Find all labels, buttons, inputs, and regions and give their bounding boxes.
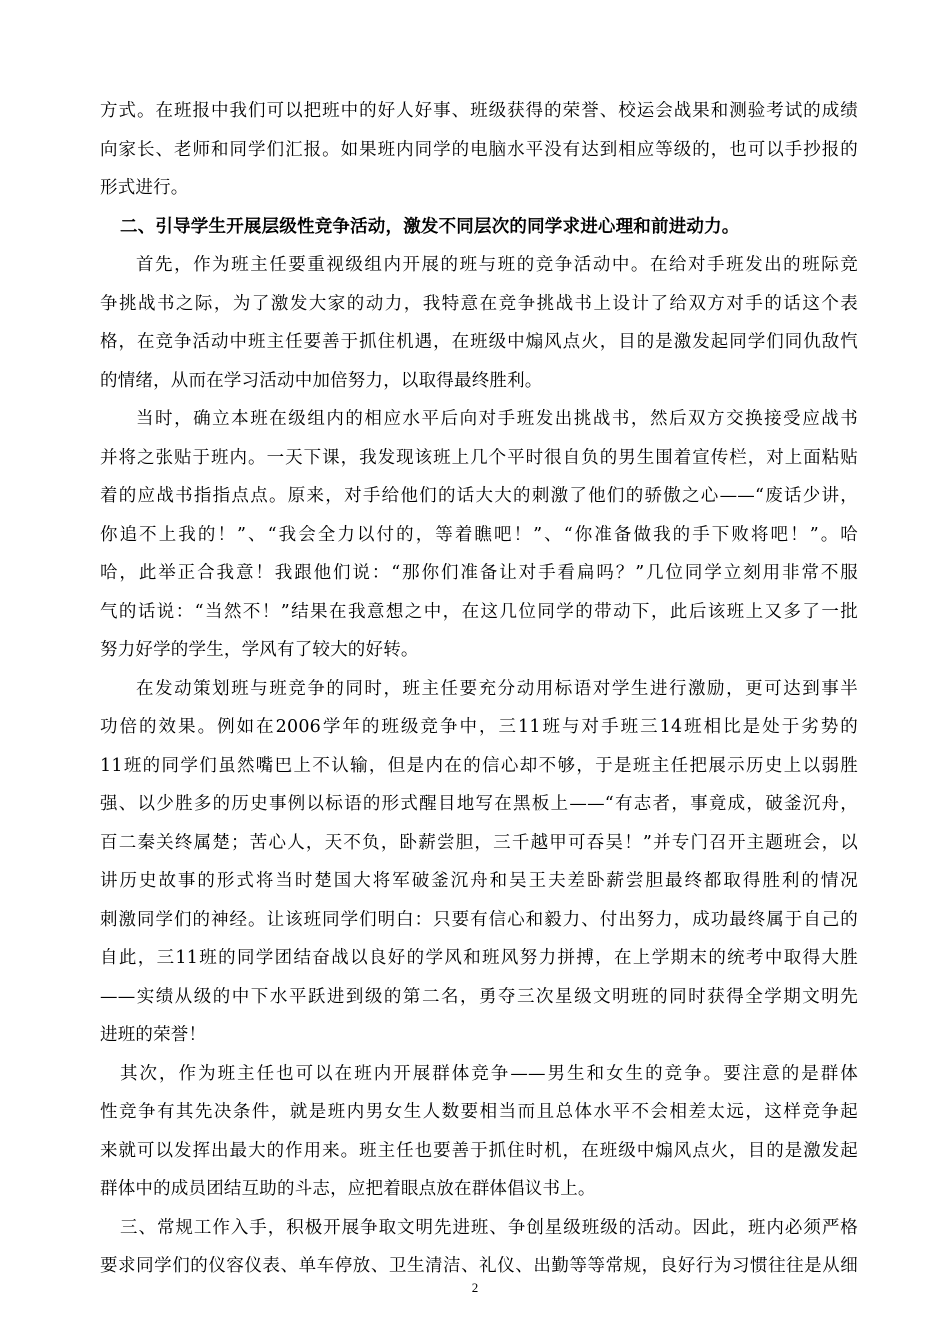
text-line: 讲历史故事的形式将当时楚国大将军破釜沉舟和吴王夫差卧薪尝胆最终都取得胜利的情况 bbox=[100, 871, 858, 891]
text-line: 刺激同学们的神经。让该班同学们明白：只要有信心和毅力、付出努力，成功最终属于自己的 bbox=[100, 909, 858, 930]
text-line: 强、以少胜多的历史事例以标语的形式醒目地写在黑板上——“有志者，事竟成，破釜沉舟， bbox=[100, 794, 858, 814]
text-line: 三、常规工作入手，积极开展争取文明先进班、争创星级班级的活动。因此，班内必须严格 bbox=[120, 1217, 858, 1238]
text-line: 努力好学的学生，学风有了较大的好转。 bbox=[100, 640, 419, 660]
text-line: 进班的荣誉！ bbox=[100, 1025, 207, 1045]
text-line: 百二秦关终属楚；苦心人，天不负，卧薪尝胆，三千越甲可吞吴！”并专门召开主题班会，以 bbox=[100, 832, 858, 853]
text-line: 11班的同学们虽然嘴巴上不认输，但是内在的信心却不够，于是班主任把展示历史上以弱胜 bbox=[100, 755, 858, 776]
text-line: 性竞争有其先决条件，就是班内男女生人数要相当而且总体水平不会相差太远，这样竞争起 bbox=[100, 1102, 858, 1122]
text-line: 哈，此举正合我意！我跟他们说：“那你们准备让对手看扁吗？”几位同学立刻用非常不服 bbox=[100, 563, 858, 583]
text-line: 当时，确立本班在级组内的相应水平后向对手班发出挑战书，然后双方交换接受应战书 bbox=[136, 409, 858, 429]
text-line: 方式。在班报中我们可以把班中的好人好事、班级获得的荣誉、校运会战果和测验考试的成绩 bbox=[100, 101, 858, 121]
text-line: 形式进行。 bbox=[100, 178, 189, 198]
text-line: 首先，作为班主任要重视级组内开展的班与班的竞争活动中。在给对手班发出的班际竞 bbox=[136, 255, 858, 275]
text-line: 群体中的成员团结互助的斗志，应把着眼点放在群体倡议书上。 bbox=[100, 1179, 596, 1199]
document-body bbox=[100, 92, 858, 1286]
text-line: 来就可以发挥出最大的作用来。班主任也要善于抓住时机，在班级中煽风点火，目的是激发起 bbox=[100, 1140, 858, 1161]
text-line: 其次，作为班主任也可以在班内开展群体竞争——男生和女生的竞争。要注意的是群体 bbox=[120, 1063, 858, 1084]
text-line: 争挑战书之际，为了激发大家的动力，我特意在竞争挑战书上设计了给双方对手的话这个表 bbox=[100, 293, 858, 314]
text-line: 向家长、老师和同学们汇报。如果班内同学的电脑水平没有达到相应等级的，也可以手抄报的 bbox=[100, 139, 858, 160]
text-line: 气的话说：“当然不！”结果在我意想之中，在这几位同学的带动下，此后该班上又多了一批 bbox=[100, 601, 858, 622]
text-line: 你追不上我的！”、“我会全力以付的，等着瞧吧！”、“你准备做我的手下败将吧！”。哈 bbox=[100, 524, 858, 545]
page-number: 2 bbox=[471, 1280, 479, 1295]
text-line: 自此，三11班的同学团结奋战以良好的学风和班风努力拼搏，在上学期末的统考中取得大胜 bbox=[100, 948, 858, 968]
text-line: 并将之张贴于班内。一天下课，我发现该班上几个平时很自负的男生围着宣传栏，对上面粘贴 bbox=[100, 447, 858, 468]
section-heading: 二、引导学生开展层级性竞争活动，激发不同层次的同学求进心理和前进动力。 bbox=[120, 216, 740, 237]
text-line: ——实绩从级的中下水平跃进到级的第二名，勇夺三次星级文明班的同时获得全学期文明先 bbox=[100, 986, 858, 1007]
text-line: 要求同学们的仪容仪表、单车停放、卫生清洁、礼仪、出勤等等常规，良好行为习惯往往是从细 bbox=[100, 1256, 858, 1276]
text-line: 着的应战书指指点点。原来，对手给他们的话大大的刺激了他们的骄傲之心——“废话少讲， bbox=[100, 486, 858, 506]
text-line: 格，在竞争活动中班主任要善于抓住机遇，在班级中煽风点火，目的是激发起同学们同仇敌忾 bbox=[100, 332, 858, 352]
text-line: 在发动策划班与班竞争的同时，班主任要充分动用标语对学生进行激励，更可达到事半 bbox=[136, 678, 858, 699]
text-line: 功倍的效果。例如在2006学年的班级竞争中，三11班与对手班三14班相比是处于劣势的 bbox=[100, 717, 858, 737]
text-line: 的情绪，从而在学习活动中加倍努力，以取得最终胜利。 bbox=[100, 370, 543, 391]
